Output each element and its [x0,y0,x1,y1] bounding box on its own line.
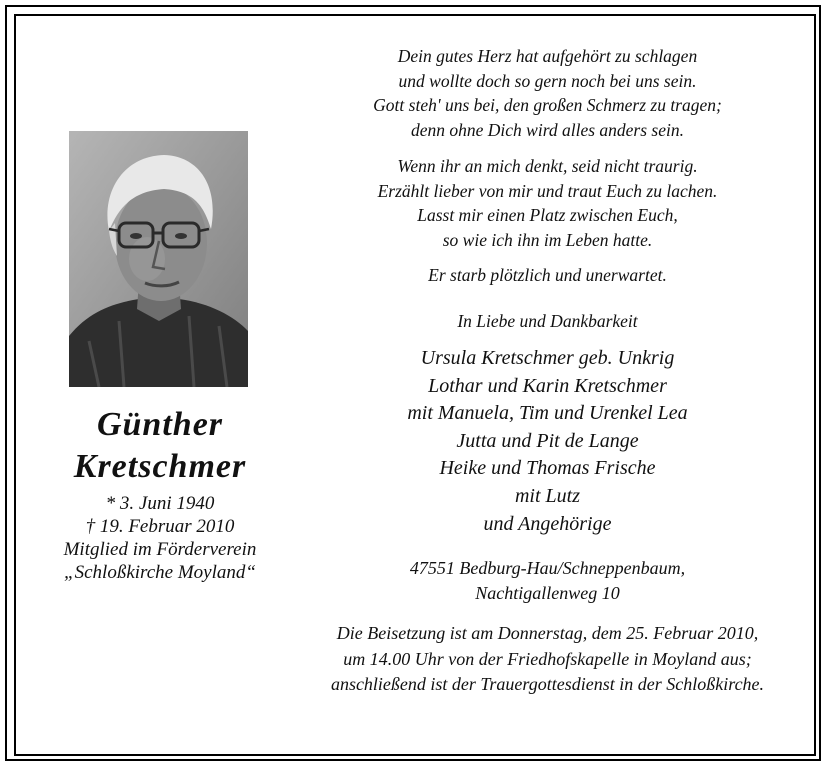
address-line: 47551 Bedburg-Hau/Schneppenbaum, [409,558,686,579]
poem-line: Dein gutes Herz hat aufgehört zu schlagen [397,46,698,66]
funeral-line: anschließend ist der Trauergottesdienst in der Schloßkirche. [330,674,765,695]
first-name: Günther [96,406,224,443]
funeral-line: Die Beisetzung ist am Donnerstag, dem 25. Februar 2010, [336,623,759,644]
family-member: Lothar und Karin Kretschmer [428,374,667,397]
dates-block [20,492,300,584]
death-date: † 19. Februar 2010 [85,516,235,537]
portrait-photo [69,131,248,387]
membership-line: „Schloßkirche Moyland“ [64,562,256,583]
family-member: Ursula Kretschmer geb. Unkrig [420,347,675,369]
funeral-line: um 14.00 Uhr von der Friedhofskapelle in Moyland aus; [343,648,752,669]
family-list [285,345,810,538]
poem-line: Wenn ihr an mich denkt, seid nicht traurig. [397,156,698,176]
gratitude-line: In Liebe und Dankbarkeit [457,310,638,331]
birth-date: * 3. Juni 1940 [105,493,215,514]
family-member: Heike und Thomas Frische [439,457,656,480]
family-member: Jutta und Pit de Lange [456,429,639,452]
family-member: und Angehörige [483,512,612,535]
membership-line: Mitglied im Förderverein [63,539,257,560]
family-member: mit Lutz [514,484,581,507]
poem-line: Erzählt lieber von mir und traut Euch zu lachen. [377,180,718,201]
poem-stanza-1 [285,44,810,142]
address-block [285,556,810,605]
death-note: Er starb plötzlich und unerwartet. [428,265,667,285]
poem-line: Gott steh' uns bei, den großen Schmerz zu tragen; [373,95,722,115]
poem-line: Lasst mir einen Platz zwischen Euch, [417,205,678,225]
announcement-text [285,44,810,698]
poem-stanza-2 [285,154,810,252]
poem-line: so wie ich ihn im Leben hatte. [442,229,653,250]
address-line: Nachtigallenweg 10 [475,582,620,603]
deceased-info [20,404,300,584]
family-member: mit Manuela, Tim und Urenkel Lea [407,402,688,425]
poem-line: und wollte doch so gern noch bei uns sein. [398,70,697,91]
last-name: Kretschmer [73,448,247,485]
poem-line: denn ohne Dich wird alles anders sein. [410,119,684,140]
funeral-details [285,621,810,698]
